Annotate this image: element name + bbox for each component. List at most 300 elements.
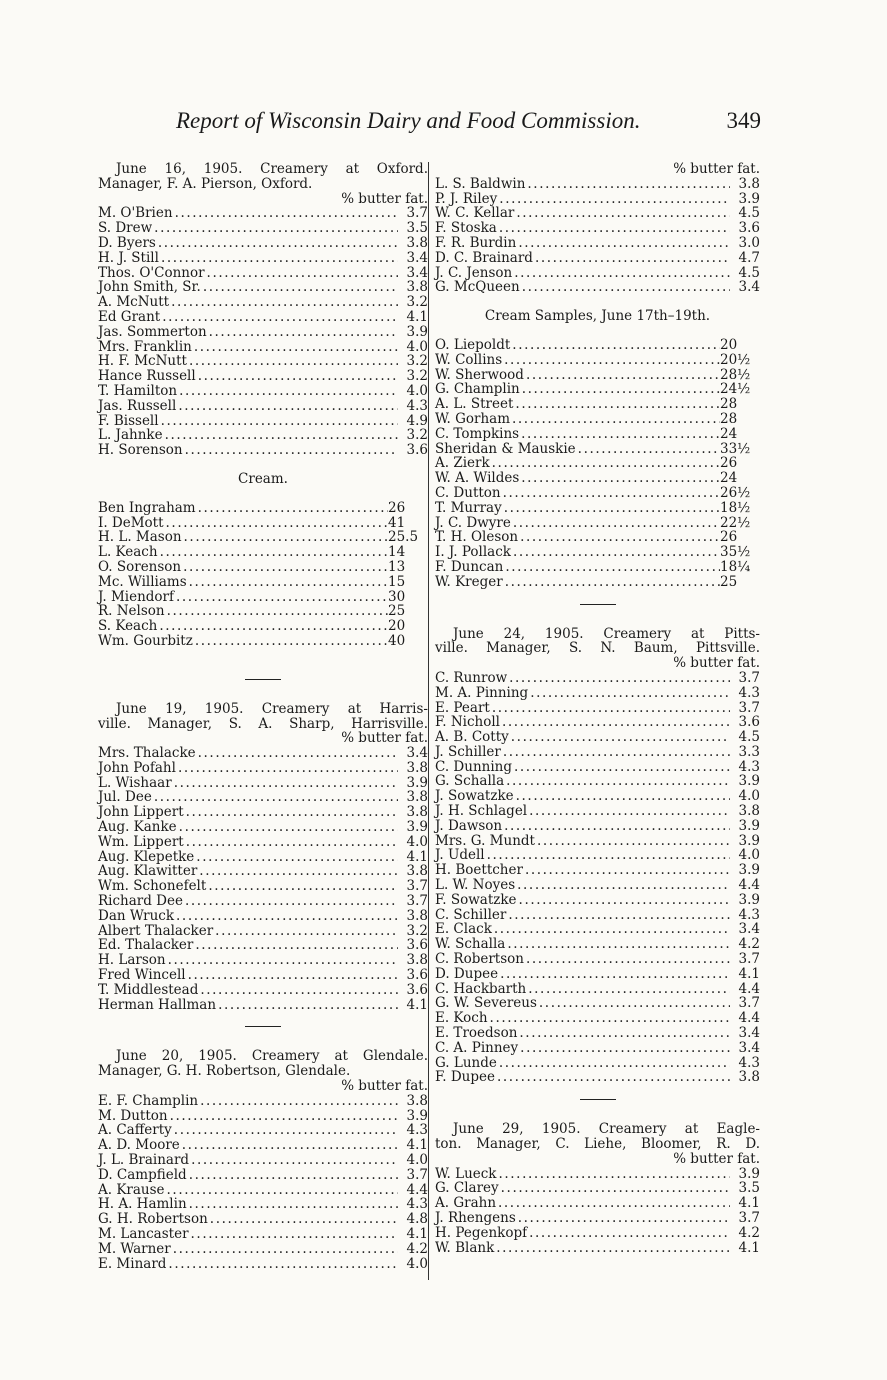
dot-leader [502,501,720,516]
test-value: 30 [388,588,406,605]
test-value: 25 [388,603,406,620]
patron-name: G. W. Severeus [435,995,537,1012]
table-row [98,560,428,575]
test-value: 28½ [720,366,751,383]
test-value: 3.6 [406,937,428,954]
patron-name: C. Dunning [435,758,512,775]
table-row [435,996,760,1011]
test-value: 25 [720,573,738,590]
dot-leader [492,922,730,937]
table-row [98,835,428,850]
table-row [98,1183,428,1198]
patron-name: G. Lunde [435,1054,497,1071]
column-head: % butter fat. [341,190,428,207]
table-row [435,834,760,849]
test-value: 22½ [720,514,751,531]
test-value: 3.2 [406,368,428,385]
test-value: 3.8 [406,1092,428,1109]
dot-leader [507,671,730,686]
dot-leader [187,1197,398,1212]
table-row [98,634,428,649]
dot-leader [518,530,720,545]
patron-name: A. Cafferty [98,1122,172,1139]
test-value: 4.0 [406,382,428,399]
test-value: 4.3 [406,397,428,414]
table-row [435,1070,760,1085]
test-value: 3.6 [406,442,428,459]
table-rows [98,206,428,458]
dot-leader [197,864,398,879]
column-head: % butter fat. [341,730,428,747]
table-row [435,848,760,863]
test-value: 3.8 [406,759,428,776]
patron-name: John Lippert [98,804,184,821]
table-row [98,516,428,531]
table-row [98,545,428,560]
test-value: 3.4 [738,1039,760,1056]
dot-leader [196,746,398,761]
table-rows [435,1167,760,1256]
table-row [435,192,760,207]
patron-name: A. D. Moore [98,1137,180,1154]
patron-name: J. Udell [435,847,485,864]
test-value: 24 [720,470,738,487]
table-row [435,382,760,397]
table-row [435,1196,760,1211]
patron-name: T. Middlestead [98,981,199,998]
test-value: 3.9 [738,1165,760,1182]
dot-leader [510,412,720,427]
patron-name: Richard Dee [98,893,183,910]
patron-name: A. Krause [98,1181,165,1198]
table-row [435,952,760,967]
table-row [435,1026,760,1041]
patron-name: Mrs. G. Mundt [435,832,535,849]
table-row [98,1197,428,1212]
test-value: 13 [388,558,406,575]
patron-name: A. B. Cotty [435,729,509,746]
test-value: 3.8 [406,863,428,880]
test-value: 3.5 [738,1180,760,1197]
patron-name: D. Campfield [98,1166,187,1183]
column-divider [428,162,429,1280]
column-head: % butter fat. [673,161,760,177]
test-value: 4.1 [738,1239,760,1256]
dot-leader [524,368,720,383]
test-value: 3.6 [406,981,428,998]
table-row [435,686,760,701]
dot-leader [208,1212,398,1227]
patron-name: P. J. Riley [435,190,498,207]
table-row [98,266,428,281]
dot-leader [499,1181,730,1196]
table-row [98,251,428,266]
section-heading: Cream. [238,470,288,487]
table-row [98,1123,428,1138]
patron-name: W. Schalla [435,936,506,953]
patron-name: Ed. Thalacker [98,937,194,954]
test-value: 3.9 [738,817,760,834]
dot-leader [495,1070,730,1085]
patron-name: F. Duncan [435,558,504,575]
patron-name: C. Dutton [435,484,501,501]
patron-name: E. Peart [435,699,490,716]
test-value: 26 [720,455,738,472]
test-value: 4.5 [738,729,760,746]
test-value: 4.3 [406,1196,428,1213]
table-row [98,530,428,545]
patron-name: F. R. Burdin [435,234,517,251]
table-row [98,384,428,399]
table-row [435,575,760,590]
test-value: 28 [720,396,738,413]
patron-name: H. Boettcher [435,862,523,879]
patron-name: C. Robertson [435,951,524,968]
table-row [98,790,428,805]
test-value: 3.9 [406,1107,428,1124]
patron-name: A. McNutt [98,294,170,311]
dot-leader [524,952,730,967]
dot-leader [174,590,388,605]
section-manager: Manager, F. A. Pierson, Oxford. [98,175,313,192]
test-value: 18½ [720,499,751,516]
patron-name: Fred Wincell [98,967,186,984]
dot-leader [177,820,398,835]
test-value: 4.3 [738,758,760,775]
table-rows [98,1094,428,1272]
dot-leader [159,251,398,266]
test-value: 4.1 [738,965,760,982]
table-row [435,530,760,545]
section-pittsville [435,627,760,1086]
test-value: 4.3 [738,684,760,701]
dot-leader [159,414,398,429]
patron-name: G. McQueen [435,279,520,296]
test-value: 3.8 [738,175,760,192]
dot-leader [196,501,388,516]
test-value: 3.4 [406,249,428,266]
dot-leader [514,206,730,221]
table-row [435,412,760,427]
test-value: 4.1 [406,1226,428,1242]
table-row [98,983,428,998]
table-row [98,619,428,634]
patron-name: Hance Russell [98,368,196,385]
test-value: 28 [720,410,738,427]
patron-name: Wm. Lippert [98,833,184,850]
dot-leader [187,1168,398,1183]
patron-name: M. Dutton [98,1107,168,1124]
test-value: 26 [720,529,738,546]
table-row [435,560,760,575]
table-row [98,236,428,251]
dot-leader [527,1226,730,1241]
test-value: 3.7 [738,995,760,1012]
dot-leader [523,863,730,878]
table-row [435,967,760,982]
test-value: 3.2 [406,294,428,311]
dot-leader [156,236,398,251]
dot-leader [497,221,730,236]
left-column [98,162,428,1271]
patron-name: Jas. Sommerton [98,323,207,340]
table-row [98,428,428,443]
test-value: 24½ [720,381,751,398]
table-row [98,820,428,835]
table-row [435,819,760,834]
patron-name: H. A. Hamlin [98,1196,187,1213]
test-value: 14 [388,544,406,561]
test-value: 3.9 [406,819,428,836]
patron-name: F. Dupee [435,1069,495,1086]
patron-name: C. Runrow [435,669,508,686]
dot-leader [511,545,720,560]
table-row [435,908,760,923]
patron-name: Ed Grant [98,308,161,325]
dot-leader [497,1167,731,1182]
dot-leader [516,236,730,251]
test-value: 4.4 [738,1010,760,1027]
table-row [435,1211,760,1226]
dot-leader [177,384,398,399]
table-row [435,1041,760,1056]
table-row [435,1011,760,1026]
column-head: % butter fat. [673,655,760,672]
patron-name: W. Sherwood [435,366,524,383]
dot-leader [512,266,730,281]
patron-name: F. Sowatzke [435,891,517,908]
table-row [98,746,428,761]
column-head: % butter fat. [341,1078,428,1095]
patron-name: O. Sorenson [98,558,182,575]
dot-leader [502,819,730,834]
table-row [435,516,760,531]
patron-name: Thos. O'Connor [98,264,205,281]
dot-leader [496,1196,730,1211]
table-row [98,206,428,221]
patron-name: Dan Wruck [98,907,175,924]
patron-name: Wm. Schonefelt [98,878,207,895]
table-row [435,486,760,501]
test-value: 3.8 [406,804,428,821]
patron-name: M. Lancaster [98,1226,189,1242]
test-value: 4.4 [738,980,760,997]
test-value: 3.6 [738,220,760,237]
dot-leader [505,937,730,952]
table-row [98,354,428,369]
test-value: 4.8 [406,1211,428,1228]
dot-leader [576,442,720,457]
table-row [435,456,760,471]
test-value: 3.4 [406,745,428,762]
table-row [98,369,428,384]
table-row [98,1138,428,1153]
dot-leader [176,761,398,776]
patron-name: D. Dupee [435,965,499,982]
table-rows [435,671,760,1085]
test-value: 3.8 [406,952,428,969]
dot-leader [187,575,388,590]
patron-name: A. L. Street [435,396,514,413]
table-row [98,1168,428,1183]
patron-name: W. Kreger [435,573,503,590]
dot-leader [164,516,388,531]
test-value: 41 [388,514,406,531]
table-row [98,399,428,414]
table-row [435,760,760,775]
patron-name: G. Schalla [435,773,505,790]
test-value: 3.7 [406,205,428,222]
patron-name: J. Rhengens [435,1210,516,1226]
test-value: 4.1 [406,308,428,325]
table-row [98,501,428,516]
table-row [435,1226,760,1241]
test-value: 3.7 [406,878,428,895]
dot-leader [184,835,398,850]
patron-name: Aug. Kanke [98,819,177,836]
table-row [435,774,760,789]
table-rows [98,746,428,1012]
patron-name: T. H. Oleson [435,529,519,546]
test-value: 4.1 [406,1137,428,1154]
dot-leader [502,353,720,368]
dot-leader [184,805,398,820]
test-value: 3.8 [406,279,428,296]
test-value: 20 [388,618,406,635]
section-cream [98,472,428,649]
patron-name: C. Schiller [435,906,507,923]
patron-name: F. Nicholl [435,714,500,731]
section-glendale [98,1049,428,1271]
test-value: 4.0 [406,1255,428,1272]
table-row [435,745,760,760]
test-value: 3.2 [406,922,428,939]
test-value: 3.4 [738,279,760,296]
table-row [98,575,428,590]
patron-name: A. Zierk [435,455,490,472]
dot-leader [497,192,730,207]
patron-name: O. Liepoldt [435,336,511,353]
test-value: 3.4 [406,264,428,281]
patron-name: J. L. Brainard [98,1152,190,1169]
patron-name: Jul. Dee [98,789,152,806]
patron-name: E. Minard [98,1255,167,1272]
test-value: 3.8 [738,803,760,820]
table-row [435,236,760,251]
section-heading: June 24, 1905. Creamery at Pitts- [453,625,760,642]
dot-leader [157,619,388,634]
dot-leader [488,1011,730,1026]
dot-leader [528,686,730,701]
table-row [435,701,760,716]
test-value: 3.8 [738,1069,760,1086]
patron-name: H. Pegenkopf [435,1224,528,1241]
table-row [98,1094,428,1109]
test-value: 20 [720,336,738,353]
dot-leader [513,397,720,412]
test-value: 24 [720,425,738,442]
section-heading: June 16, 1905. Creamery at Oxford. [116,161,428,177]
test-value: 33½ [720,440,751,457]
section-heading: June 20, 1905. Creamery at Glendale. [116,1048,428,1065]
dot-leader [510,338,720,353]
patron-name: H. J. Still [98,249,159,266]
dot-leader [169,295,398,310]
test-value: 4.2 [738,1224,760,1241]
test-value: 26 [388,499,406,516]
dot-leader [517,1026,730,1041]
table-row [435,893,760,908]
test-value: 3.5 [406,220,428,237]
test-value: 3.9 [738,190,760,207]
dot-leader [172,776,398,791]
table-row [435,266,760,281]
table-row [98,1153,428,1168]
patron-name: John Pofahl [98,759,176,776]
table-row [98,924,428,939]
table-row [435,671,760,686]
table-row [98,310,428,325]
table-row [435,442,760,457]
patron-name: J. C. Dwyre [435,514,511,531]
dot-leader [207,325,398,340]
test-value: 4.3 [406,1122,428,1139]
dot-leader [518,1041,730,1056]
dot-leader [165,1183,398,1198]
dot-leader [165,604,388,619]
patron-name: I. J. Pollack [435,544,511,561]
test-value: 4.1 [406,848,428,865]
table-row [98,953,428,968]
table-row [435,1056,760,1071]
table-row [435,878,760,893]
table-row [435,397,760,412]
table-row [98,1242,428,1257]
patron-name: L. Jahnke [98,427,163,444]
dot-leader [193,634,388,649]
patron-name: Sheridan & Mauskie [435,440,576,457]
table-row [98,325,428,340]
test-value: 3.7 [738,669,760,686]
table-row [98,1257,428,1272]
section-manager: ville. Manager, S. A. Sharp, Harrisville. [98,715,428,732]
patron-name: G. Clarey [435,1180,499,1197]
dot-leader [537,996,730,1011]
table-row [98,998,428,1013]
dot-leader [166,1257,398,1272]
dot-leader [160,310,398,325]
test-value: 3.9 [738,862,760,879]
dot-leader [519,471,720,486]
test-value: 15 [388,573,406,590]
patron-name: J. Miendorf [98,588,174,605]
table-row [435,368,760,383]
dot-leader [180,1138,398,1153]
patron-name: E. F. Champlin [98,1092,199,1109]
table-row [98,340,428,355]
dot-leader [512,760,730,775]
test-value: 4.9 [406,412,428,429]
patron-name: Albert Thalacker [98,922,214,939]
dot-leader [206,879,398,894]
table-row [435,937,760,952]
dot-leader [527,804,730,819]
dot-leader [186,968,398,983]
dot-leader [525,177,730,192]
patron-name: M. Warner [98,1240,171,1257]
patron-name: H. L. Mason [98,529,182,546]
dot-leader [152,790,398,805]
